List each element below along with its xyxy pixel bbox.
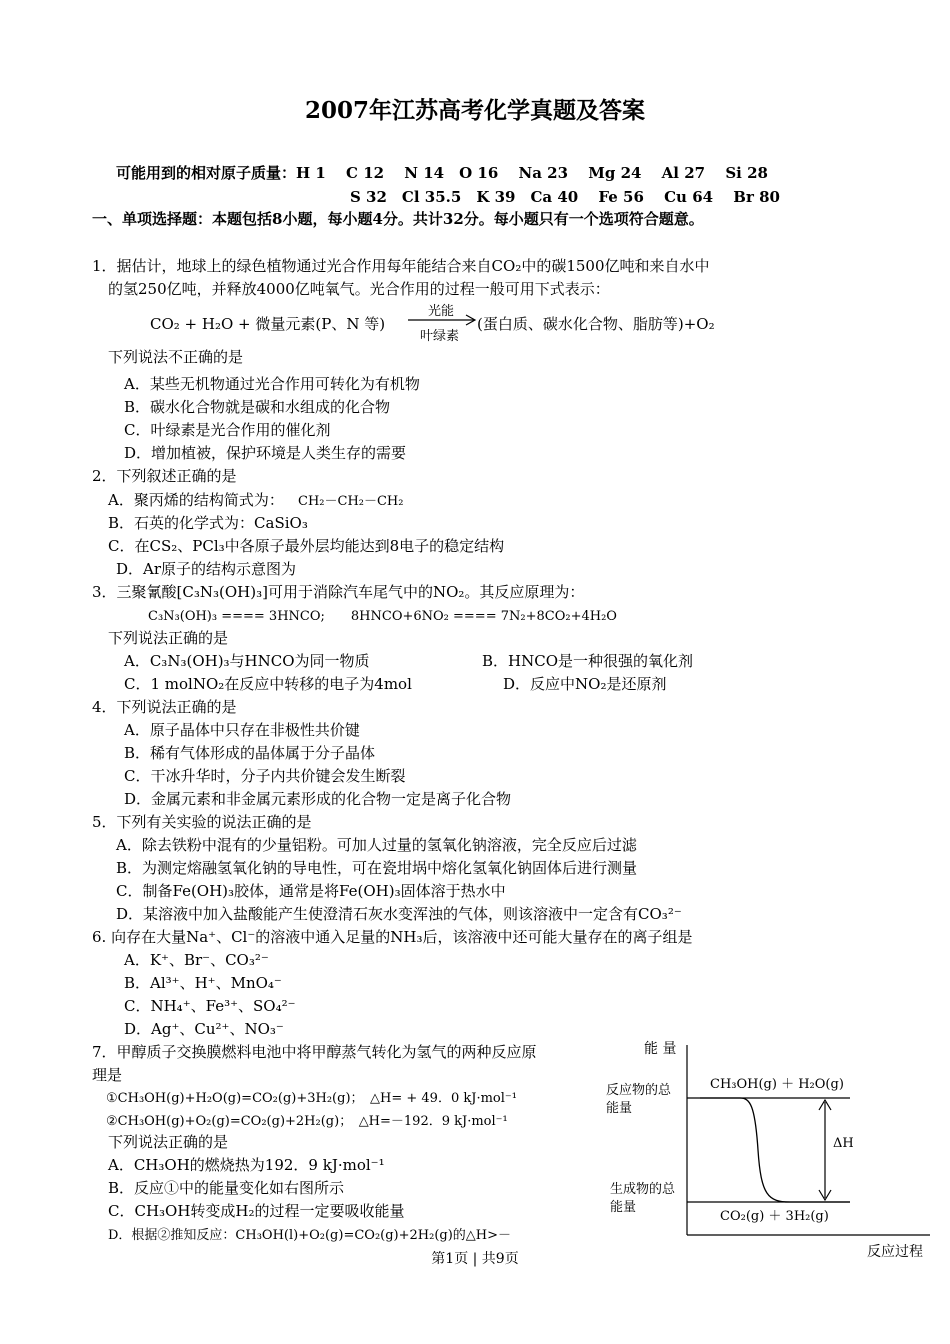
q7-reaction-2: ②CH₃OH(g)+O₂(g)=CO₂(g)+2H₂(g)； △H=－192．9 kJ·mol⁻¹ (106, 1114, 508, 1129)
q1-question: 下列说法不正确的是 (108, 348, 244, 366)
diagram-product-label-2: 能量 (610, 1200, 637, 1215)
diagram-energy-curve (700, 1098, 850, 1202)
q1-equation-left: CO₂ + H₂O + 微量元素(P、N 等) (150, 315, 386, 333)
q2-stem: 2．下列叙述正确的是 (92, 467, 237, 485)
diagram-reactant-label-2: 能量 (606, 1101, 633, 1116)
diagram-reactant-label-1: 反应物的总 (606, 1083, 672, 1098)
q4-stem: 4．下列说法正确的是 (92, 698, 237, 716)
diagram-delta-h-label: ΔH (833, 1136, 854, 1151)
q4-option-d: D．金属元素和非金属元素形成的化合物一定是离子化合物 (124, 790, 512, 808)
q2-option-d: D．Ar原子的结构示意图为 (116, 560, 297, 578)
atomic-mass-line-2: S 32 Cl 35.5 K 39 Ca 40 Fe 56 Cu 64 Br 80 (350, 188, 780, 206)
q1-stem-line-2: 的氢250亿吨，并释放4000亿吨氧气。光合作用的过程一般可用下式表示： (108, 280, 610, 298)
q5-option-d: D．某溶液中加入盐酸能产生使澄清石灰水变浑浊的气体，则该溶液中一定含有CO₃²⁻ (116, 905, 682, 923)
q1-option-c: C．叶绿素是光合作用的催化剂 (124, 421, 331, 439)
q7-reaction-1: ①CH₃OH(g)+H₂O(g)=CO₂(g)+3H₂(g)； △H= + 49．0 kJ·mol⁻¹ (106, 1091, 517, 1106)
section-heading: 一、单项选择题：本题包括8小题，每小题4分。共计32分。每小题只有一个选项符合题意。 (92, 210, 704, 228)
q2-option-b: B．石英的化学式为：CaSiO₃ (108, 514, 308, 532)
q6-option-c: C．NH₄⁺、Fe³⁺、SO₄²⁻ (124, 997, 296, 1015)
q7-question: 下列说法正确的是 (108, 1133, 229, 1151)
q1-equation-condition-above: 光能 (428, 304, 455, 319)
q5-option-b: B．为测定熔融氢氧化钠的导电性，可在瓷坩埚中熔化氢氧化钠固体后进行测量 (116, 859, 638, 877)
q3-option-a: A．C₃N₃(OH)₃与HNCO为同一物质 (124, 652, 370, 670)
q5-stem: 5．下列有关实验的说法正确的是 (92, 813, 312, 831)
q7-stem-line-2: 理是 (92, 1066, 123, 1084)
q7-option-d: D．根据②推知反应：CH₃OH(l)+O₂(g)=CO₂(g)+2H₂(g)的△H>－ (108, 1228, 512, 1243)
q1-equation-right: (蛋白质、碳水化合物、脂肪等)+O₂ (477, 315, 715, 333)
energy-diagram (600, 1030, 940, 1265)
q3-option-b: B．HNCO是一种很强的氧化剂 (482, 652, 694, 670)
q7-option-a: A．CH₃OH的燃烧热为192．9 kJ·mol⁻¹ (108, 1156, 385, 1174)
q2-option-a-formula: CH₂－CH₂－CH₂ (298, 494, 404, 509)
q1-option-d: D．增加植被，保护环境是人类生存的需要 (124, 444, 407, 462)
q7-stem-line-1: 7．甲醇质子交换膜燃料电池中将甲醇蒸气转化为氢气的两种反应原 (92, 1043, 537, 1061)
q4-option-a: A．原子晶体中只存在非极性共价键 (124, 721, 360, 739)
q1-option-a: A．某些无机物通过光合作用可转化为有机物 (124, 375, 420, 393)
page-title: 2007年江苏高考化学真题及答案 (304, 97, 645, 124)
q6-option-d: D．Ag⁺、Cu²⁺、NO₃⁻ (124, 1020, 284, 1038)
q3-option-c: C．1 molNO₂在反应中转移的电子为4mol (124, 675, 412, 693)
page-footer: 第1页 | 共9页 (431, 1251, 519, 1267)
q7-option-b: B．反应①中的能量变化如右图所示 (108, 1179, 345, 1197)
diagram-top-species: CH₃OH(g) ＋ H₂O(g) (710, 1077, 844, 1092)
q2-option-a: A．聚丙烯的结构简式为： (108, 491, 284, 509)
q1-stem-line-1: 1．据估计，地球上的绿色植物通过光合作用每年能结合来自CO₂中的碳1500亿吨和来自水中 (92, 257, 710, 275)
diagram-x-label: 反应过程 (867, 1244, 923, 1260)
diagram-product-label-1: 生成物的总 (610, 1182, 676, 1197)
diagram-bottom-species: CO₂(g) ＋ 3H₂(g) (720, 1209, 829, 1224)
q6-option-a: A．K⁺、Br⁻、CO₃²⁻ (124, 951, 269, 969)
q2-option-c: C．在CS₂、PCl₃中各原子最外层均能达到8电子的稳定结构 (108, 537, 505, 555)
q3-equation: C₃N₃(OH)₃ ==== 3HNCO; 8HNCO+6NO₂ ==== 7N₂+8CO₂+4H₂O (148, 609, 617, 624)
q1-option-b: B．碳水化合物就是碳和水组成的化合物 (124, 398, 391, 416)
q6-stem: 6. 向存在大量Na⁺、Cl⁻的溶液中通入足量的NH₃后，该溶液中还可能大量存在的离子组是 (92, 928, 693, 946)
q3-stem: 3．三聚氰酸[C₃N₃(OH)₃]可用于消除汽车尾气中的NO₂。其反应原理为： (92, 583, 585, 601)
atomic-mass-line-1: 可能用到的相对原子质量：H 1 C 12 N 14 O 16 Na 23 Mg 24 Al 27 Si 28 (116, 164, 768, 182)
diagram-y-label: 能 量 (644, 1041, 677, 1057)
q4-option-b: B．稀有气体形成的晶体属于分子晶体 (124, 744, 376, 762)
q4-option-c: C．干冰升华时，分子内共价键会发生断裂 (124, 767, 406, 785)
q5-option-c: C．制备Fe(OH)₃胶体，通常是将Fe(OH)₃固体溶于热水中 (116, 882, 506, 900)
q3-question: 下列说法正确的是 (108, 629, 229, 647)
q5-option-a: A．除去铁粉中混有的少量铝粉。可加人过量的氢氧化钠溶液，完全反应后过滤 (116, 836, 637, 854)
q6-option-b: B．Al³⁺、H⁺、MnO₄⁻ (124, 974, 282, 992)
q3-option-d: D．反应中NO₂是还原剂 (503, 675, 667, 693)
q7-option-c: C．CH₃OH转变成H₂的过程一定要吸收能量 (108, 1202, 405, 1220)
q1-equation-condition-below: 叶绿素 (420, 329, 460, 344)
